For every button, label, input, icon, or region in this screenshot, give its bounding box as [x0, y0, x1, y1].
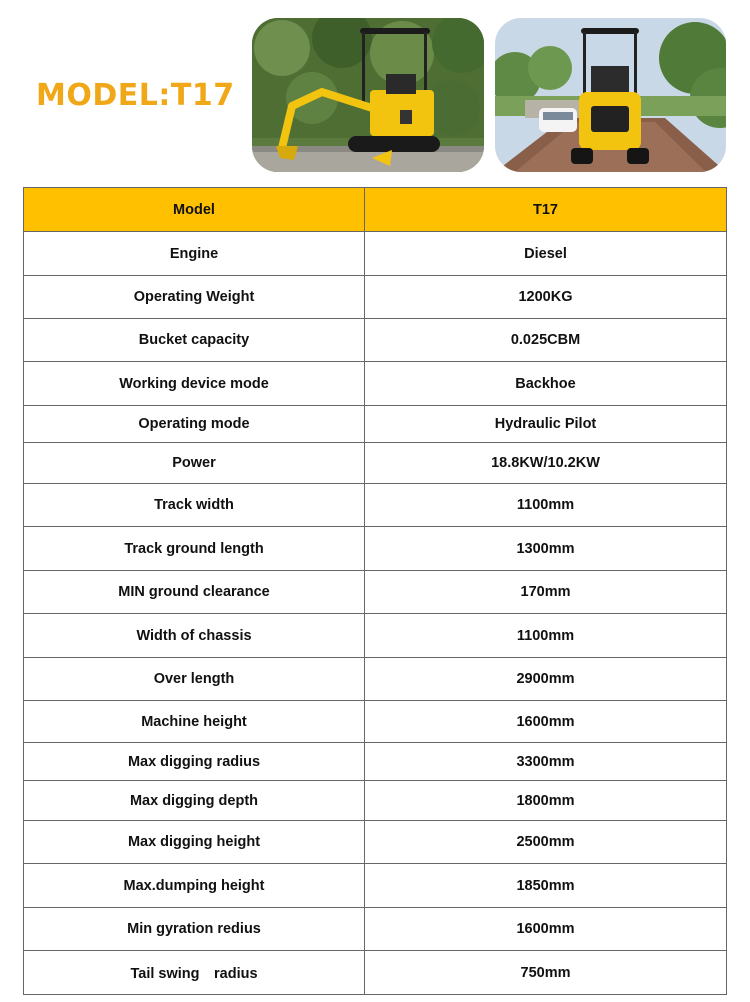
spec-label: Operating mode [24, 406, 365, 443]
spec-value: 1850mm [365, 864, 727, 908]
spec-value: 1600mm [365, 701, 727, 743]
spec-value: 0.025CBM [365, 319, 727, 362]
spec-value: 170mm [365, 571, 727, 614]
table-row [24, 614, 727, 658]
spec-value: Hydraulic Pilot [365, 406, 727, 443]
spec-label: Max.dumping height [24, 864, 365, 908]
spec-value: 1300mm [365, 527, 727, 571]
spec-label: Track width [24, 484, 365, 527]
spec-label: Working device mode [24, 362, 365, 406]
spec-table [23, 187, 727, 995]
spec-value: 1100mm [365, 484, 727, 527]
spec-label: Machine height [24, 701, 365, 743]
spec-value: 1200KG [365, 276, 727, 319]
table-row [24, 571, 727, 614]
spec-label: Width of chassis [24, 614, 365, 658]
spec-value: 1100mm [365, 614, 727, 658]
spec-label: MIN ground clearance [24, 571, 365, 614]
spec-label: Engine [24, 232, 365, 276]
table-row [24, 319, 727, 362]
spec-label: Max digging height [24, 821, 365, 864]
table-row [24, 527, 727, 571]
table-row [24, 951, 727, 995]
spec-label: Min gyration redius [24, 908, 365, 951]
spec-value: 2500mm [365, 821, 727, 864]
table-row [24, 781, 727, 821]
page-header [0, 0, 750, 186]
spec-value: 750mm [365, 951, 727, 995]
table-row [24, 443, 727, 484]
spec-value: Diesel [365, 232, 727, 276]
table-row [24, 276, 727, 319]
spec-label: Max digging radius [24, 743, 365, 781]
header-label-cell: Model [24, 188, 365, 232]
spec-value: 1800mm [365, 781, 727, 821]
spec-label: Tail swing radius [24, 951, 365, 995]
header-value-cell: T17 [365, 188, 727, 232]
table-row [24, 743, 727, 781]
spec-label: Over length [24, 658, 365, 701]
table-row [24, 406, 727, 443]
table-header-row [24, 188, 727, 232]
table-row [24, 658, 727, 701]
table-row [24, 821, 727, 864]
table-row [24, 864, 727, 908]
table-row [24, 362, 727, 406]
excavator-rear-photo [495, 18, 726, 172]
table-row [24, 484, 727, 527]
spec-label: Max digging depth [24, 781, 365, 821]
excavator-side-photo [252, 18, 484, 172]
spec-label: Bucket capacity [24, 319, 365, 362]
spec-value: 2900mm [365, 658, 727, 701]
model-title: MODEL:T17 [36, 78, 235, 113]
spec-value: 1600mm [365, 908, 727, 951]
table-row [24, 908, 727, 951]
spec-label: Power [24, 443, 365, 484]
spec-label: Operating Weight [24, 276, 365, 319]
spec-value: Backhoe [365, 362, 727, 406]
spec-label: Track ground length [24, 527, 365, 571]
spec-value: 18.8KW/10.2KW [365, 443, 727, 484]
table-row [24, 701, 727, 743]
spec-value: 3300mm [365, 743, 727, 781]
table-row [24, 232, 727, 276]
